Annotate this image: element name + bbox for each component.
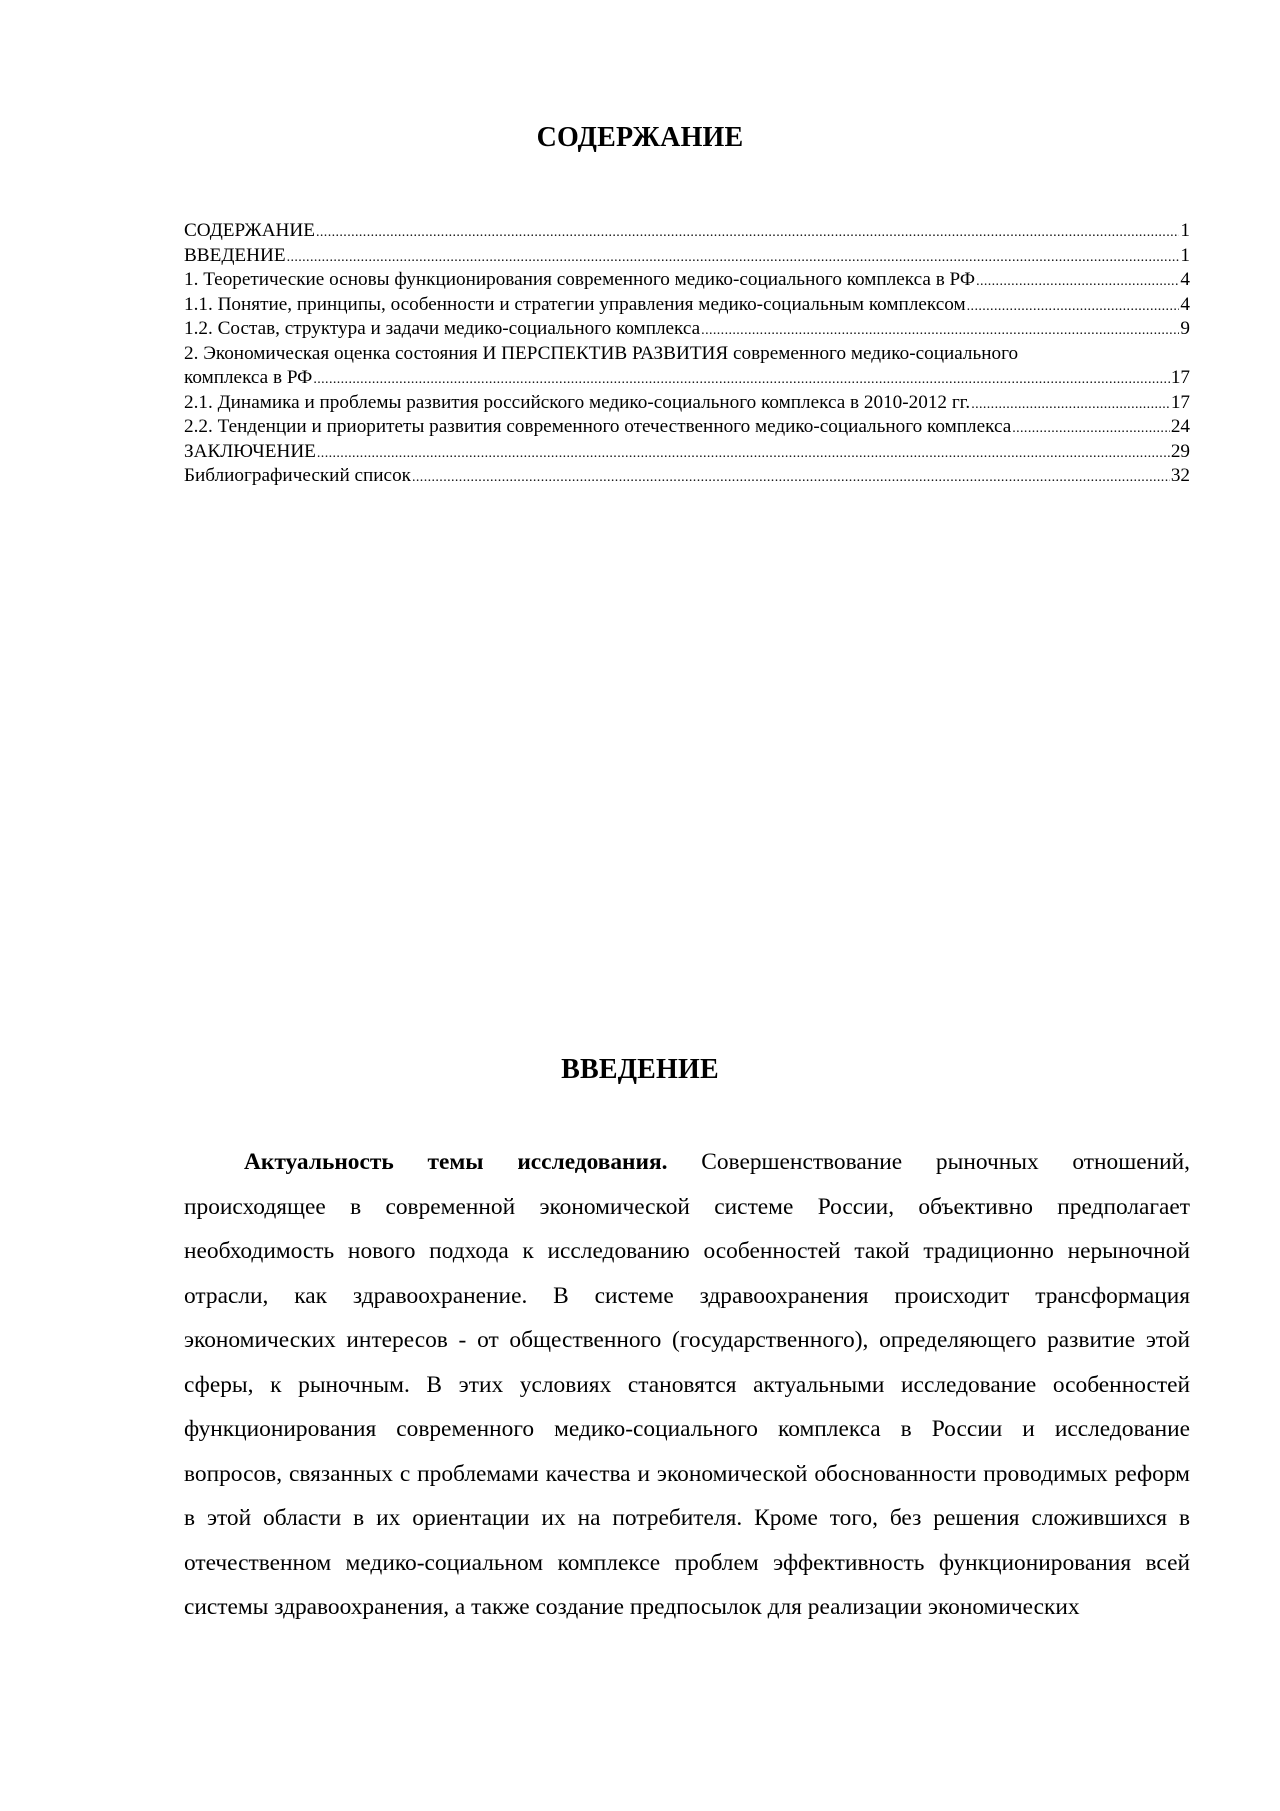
toc-entry-title-line2: комплекса в РФ: [184, 367, 313, 388]
toc-entry[interactable]: [184, 464, 1190, 489]
toc-entry-title: 1.2. Состав, структура и задачи медико-социального комплекса: [184, 318, 701, 339]
toc-entry-page: 9: [1180, 318, 1190, 339]
toc-entry-title: ЗАКЛЮЧЕНИЕ: [184, 440, 316, 462]
intro-text: Совершенствование рыночных отношений, происходящее в современной экономической системе России, объективно предполагает необходимость нового подхода к исследованию особенностей такой традиционно нерыночной отрасли, как здравоохранение. В системе здравоохранения происходит трансформация экономических интересов - от общественного (государственного), определяющего развитие этой сферы, к рыночным. В этих условиях становятся актуальными исследование особенностей функционирования современного медико-социального комплекса в России и исследование вопросов, связанных с проблемами качества и экономической обоснованности проводимых реформ в этой области в их ориентации их на потребителя. Кроме того, без решения сложившихся в отечественном медико-социальном комплексе проблем эффективность функционирования всей системы здравоохранения, а также создание предпосылок для реализации экономических: [184, 1149, 1191, 1620]
toc-entry-title: 1. Теоретические основы функционирования современного медико-социального комплекса в РФ: [184, 269, 976, 290]
toc-leader-dots: [317, 442, 1170, 467]
toc-entry[interactable]: [184, 415, 1190, 440]
toc-leader-dots: [287, 246, 1180, 271]
toc-entry[interactable]: [184, 293, 1190, 318]
toc-leader-dots: [412, 466, 1170, 491]
toc-heading: СОДЕРЖАНИЕ: [536, 122, 744, 153]
toc-entry-page: 4: [1180, 293, 1190, 315]
toc-entry-title: 2.1. Динамика и проблемы развития российского медико-социального комплекса в 2010-2012 гг.: [184, 391, 971, 413]
toc-entry-page: 17: [1170, 367, 1190, 388]
toc-entry-page: 4: [1180, 269, 1190, 290]
intro-heading: ВВЕДЕНИЕ: [561, 1054, 719, 1085]
toc-entry-title: 2.2. Тенденции и приоритеты развития современного отечественного медико-социального комплекса: [184, 416, 1012, 437]
intro-lead: Актуальность темы исследования.: [244, 1149, 668, 1175]
toc-leader-dots: [971, 393, 1170, 418]
toc-entry-page: 1: [1180, 244, 1190, 266]
toc-entry[interactable]: [184, 317, 1190, 342]
toc-leader-dots: [976, 270, 1179, 295]
toc-entry-title: 1.1. Понятие, принципы, особенности и стратегии управления медико-социальным комплексом: [184, 293, 966, 315]
toc-entry[interactable]: [184, 268, 1190, 293]
toc-entry-title: СОДЕРЖАНИЕ: [184, 220, 315, 241]
toc-entry-multiline[interactable]: [184, 342, 1190, 391]
toc-entry[interactable]: [184, 219, 1190, 244]
toc-entry[interactable]: [184, 440, 1190, 465]
toc-entry-page: 24: [1170, 416, 1190, 437]
toc-entry-page: 29: [1170, 440, 1190, 462]
toc-leader-dots: [967, 295, 1180, 320]
toc-entry-title-line1: 2. Экономическая оценка состояния И ПЕРСПЕКТИВ РАЗВИТИЯ современного медико-социального: [184, 342, 1019, 364]
toc-leader-dots: [701, 319, 1179, 344]
toc-entry-title: Библиографический список: [184, 465, 411, 486]
toc-leader-dots: [316, 221, 1179, 246]
toc-entry[interactable]: [184, 244, 1190, 269]
toc-entry[interactable]: [184, 391, 1190, 416]
table-of-contents: [184, 219, 1190, 489]
toc-leader-dots: [1012, 417, 1170, 442]
toc-entry-page: 1: [1180, 220, 1190, 241]
intro-paragraph: [184, 1140, 1190, 1630]
toc-leader-dots: [313, 368, 1169, 393]
toc-entry-page: 17: [1170, 391, 1190, 413]
toc-entry-title: ВВЕДЕНИЕ: [184, 244, 286, 266]
toc-entry-page: 32: [1170, 465, 1190, 486]
